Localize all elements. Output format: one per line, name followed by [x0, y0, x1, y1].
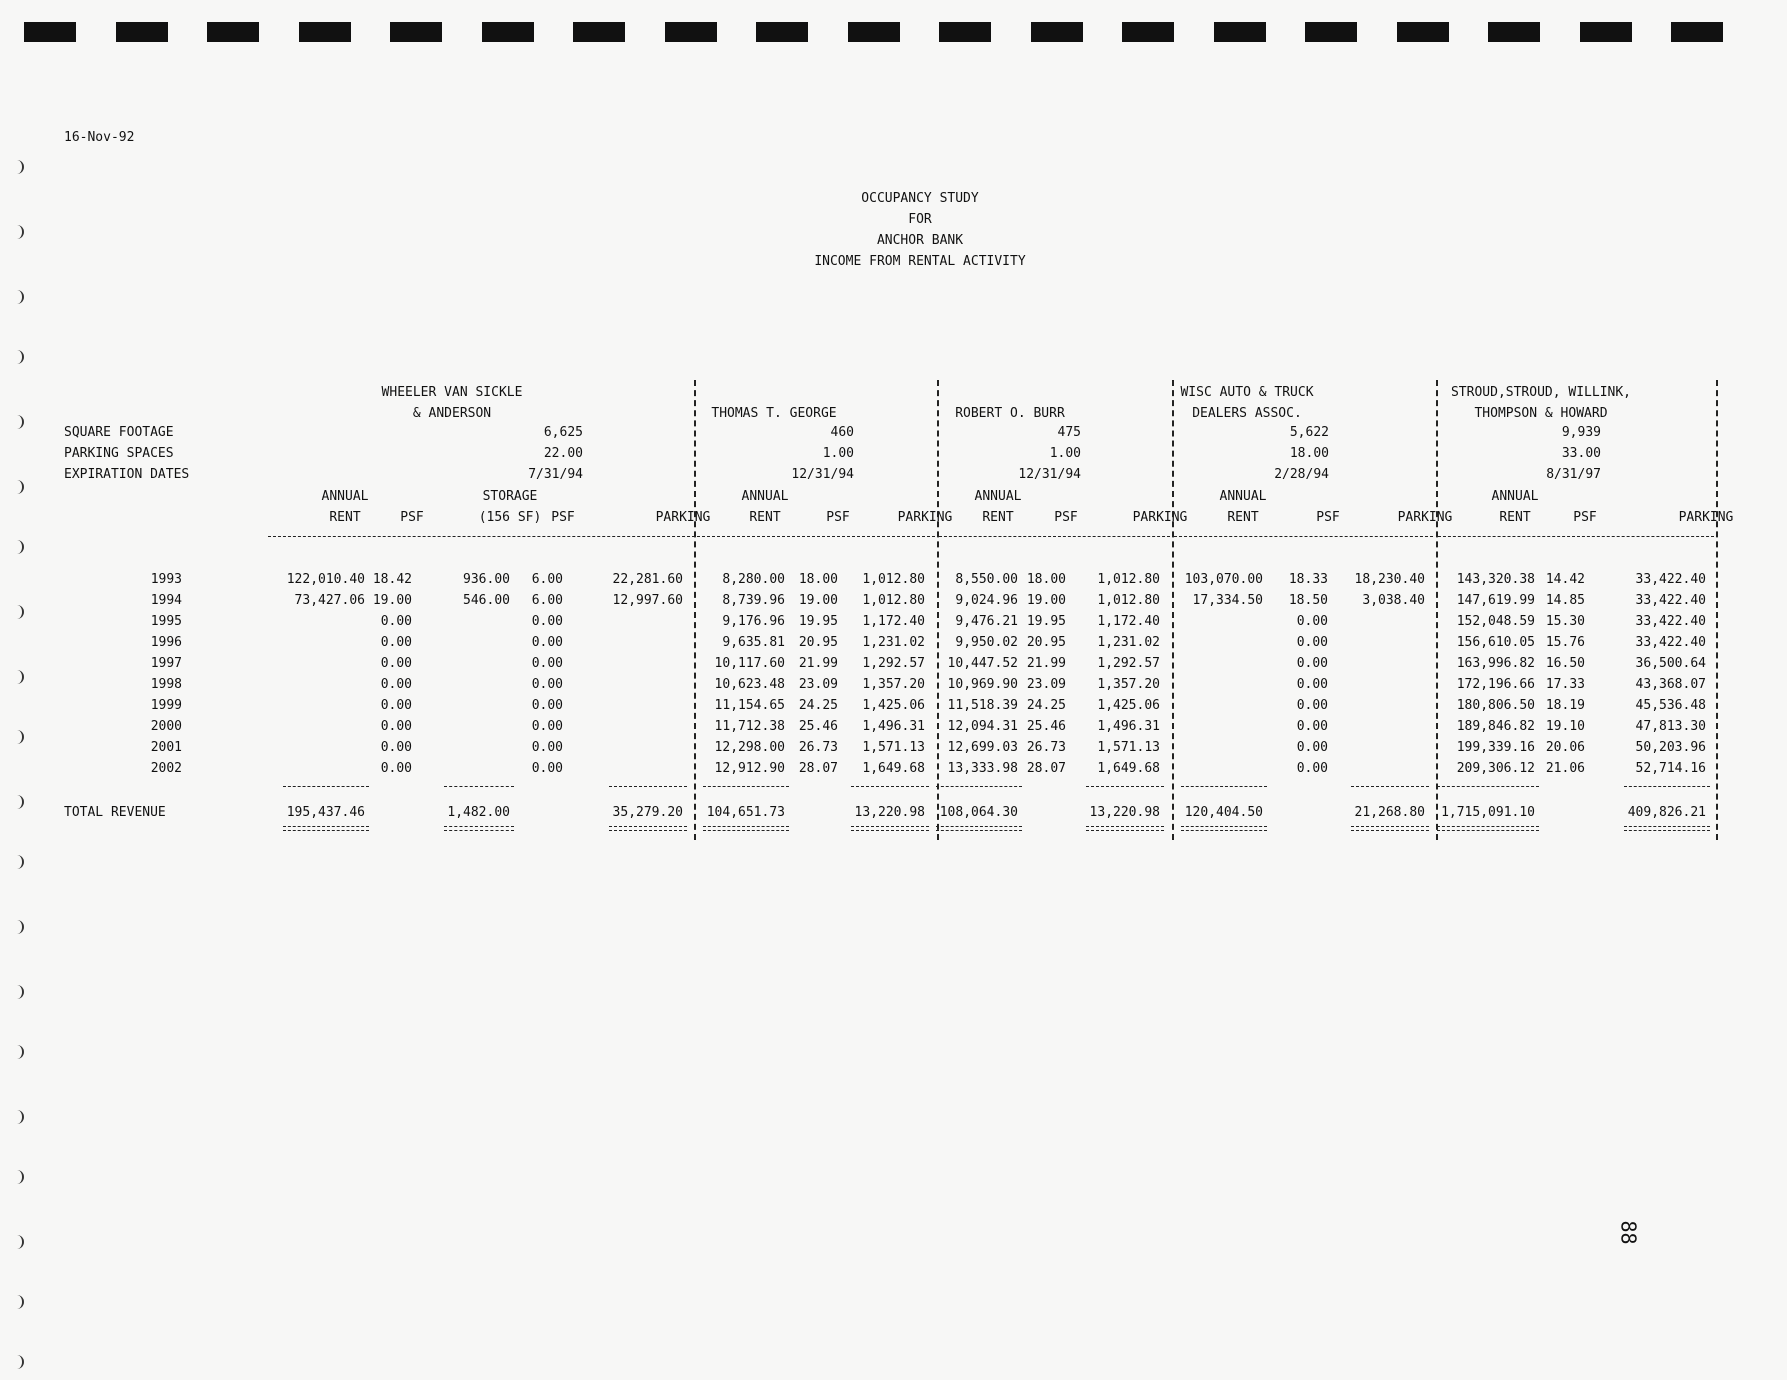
table-cell: 1,357.20 [862, 677, 925, 692]
table-cell: 18.33 [1288, 572, 1328, 587]
column-header: PARKING [897, 510, 953, 525]
year-label: 2001 [150, 740, 182, 755]
tenant-expiration-date: 12/31/94 [791, 467, 854, 482]
feed-hole [1305, 22, 1357, 42]
column-header: PSF [551, 510, 575, 525]
tenant-square-footage: 9,939 [1561, 425, 1601, 440]
table-cell: 8,739.96 [722, 593, 785, 608]
column-header: PSF [826, 510, 850, 525]
double-underline [1351, 826, 1429, 831]
binder-hole [14, 730, 24, 744]
table-cell: 1,357.20 [1097, 677, 1160, 692]
table-cell: 33,422.40 [1635, 635, 1706, 650]
binder-hole [14, 920, 24, 934]
total-cell: 120,404.50 [1184, 805, 1263, 820]
table-cell: 18.00 [798, 572, 838, 587]
double-underline [851, 826, 929, 831]
table-cell: 0.00 [531, 614, 563, 629]
table-cell: 16.50 [1545, 656, 1585, 671]
feed-hole [482, 22, 534, 42]
table-cell: 19.00 [372, 593, 412, 608]
title-line-4: INCOME FROM RENTAL ACTIVITY [814, 254, 1026, 269]
table-cell: 9,950.02 [955, 635, 1018, 650]
table-cell: 199,339.16 [1456, 740, 1535, 755]
table-cell: 8,550.00 [955, 572, 1018, 587]
table-cell: 12,912.90 [714, 761, 785, 776]
table-cell: 1,012.80 [862, 593, 925, 608]
table-cell: 33,422.40 [1635, 614, 1706, 629]
table-cell: 1,425.06 [1097, 698, 1160, 713]
title-line-3: ANCHOR BANK [876, 233, 964, 248]
title-line-2: FOR [908, 212, 932, 227]
tenant-name: STROUD,STROUD, WILLINK, [1450, 385, 1631, 400]
table-cell: 1,012.80 [862, 572, 925, 587]
tenant-name: WISC AUTO & TRUCK [1180, 385, 1314, 400]
binder-hole [14, 290, 24, 304]
table-cell: 0.00 [531, 677, 563, 692]
table-cell: 18.50 [1288, 593, 1328, 608]
table-cell: 45,536.48 [1635, 698, 1706, 713]
column-header: PSF [400, 510, 424, 525]
feed-hole [1122, 22, 1174, 42]
table-cell: 1,012.80 [1097, 593, 1160, 608]
double-underline [1437, 826, 1539, 831]
label-expiration-dates: EXPIRATION DATES [64, 467, 190, 482]
year-label: 1999 [150, 698, 182, 713]
column-divider [1172, 380, 1174, 840]
table-cell: 20.06 [1545, 740, 1585, 755]
header-separator [1438, 536, 1714, 537]
subtotal-rule [1624, 786, 1710, 787]
column-header-top: ANNUAL [1219, 489, 1267, 504]
table-cell: 14.42 [1545, 572, 1585, 587]
column-header-top: ANNUAL [974, 489, 1022, 504]
tenant-parking-spaces: 1.00 [1049, 446, 1081, 461]
tenant-name: THOMAS T. GEORGE [711, 406, 837, 421]
tenant-expiration-date: 8/31/97 [1546, 467, 1601, 482]
double-underline [1624, 826, 1710, 831]
column-header: RENT [749, 510, 781, 525]
table-cell: 209,306.12 [1456, 761, 1535, 776]
table-cell: 0.00 [380, 719, 412, 734]
table-cell: 10,969.90 [947, 677, 1018, 692]
feed-hole [848, 22, 900, 42]
table-cell: 156,610.05 [1456, 635, 1535, 650]
table-cell: 0.00 [1296, 677, 1328, 692]
table-cell: 1,172.40 [1097, 614, 1160, 629]
table-cell: 14.85 [1545, 593, 1585, 608]
table-cell: 1,496.31 [862, 719, 925, 734]
binder-hole [14, 480, 24, 494]
binder-hole [14, 1295, 24, 1309]
table-cell: 0.00 [531, 698, 563, 713]
total-cell: 409,826.21 [1627, 805, 1706, 820]
binder-hole [14, 225, 24, 239]
total-cell: 108,064.30 [939, 805, 1018, 820]
tenant-square-footage: 6,625 [543, 425, 583, 440]
binder-hole [14, 540, 24, 554]
table-cell: 36,500.64 [1635, 656, 1706, 671]
label-total-revenue: TOTAL REVENUE [64, 805, 166, 820]
tenant-name: DEALERS ASSOC. [1192, 406, 1302, 421]
table-cell: 6.00 [531, 572, 563, 587]
table-cell: 0.00 [1296, 698, 1328, 713]
binder-hole [14, 415, 24, 429]
feed-hole [24, 22, 76, 42]
binder-hole [14, 795, 24, 809]
table-cell: 1,425.06 [862, 698, 925, 713]
table-cell: 546.00 [463, 593, 510, 608]
table-cell: 25.46 [1026, 719, 1066, 734]
subtotal-rule [936, 786, 1022, 787]
table-cell: 1,231.02 [1097, 635, 1160, 650]
table-cell: 21.06 [1545, 761, 1585, 776]
feed-hole [573, 22, 625, 42]
subtotal-rule [444, 786, 514, 787]
feed-hole [207, 22, 259, 42]
column-header-top: ANNUAL [1491, 489, 1539, 504]
year-label: 1993 [150, 572, 182, 587]
table-cell: 9,176.96 [722, 614, 785, 629]
tenant-name: THOMPSON & HOWARD [1474, 406, 1608, 421]
table-cell: 936.00 [463, 572, 510, 587]
total-cell: 21,268.80 [1354, 805, 1425, 820]
table-cell: 43,368.07 [1635, 677, 1706, 692]
table-cell: 0.00 [1296, 614, 1328, 629]
table-cell: 1,292.57 [1097, 656, 1160, 671]
total-cell: 1,715,091.10 [1441, 805, 1535, 820]
subtotal-rule [283, 786, 369, 787]
table-cell: 0.00 [380, 614, 412, 629]
binder-hole [14, 670, 24, 684]
table-cell: 189,846.82 [1456, 719, 1535, 734]
binder-holes [14, 0, 15, 1380]
tenant-parking-spaces: 18.00 [1289, 446, 1329, 461]
table-cell: 9,024.96 [955, 593, 1018, 608]
table-cell: 50,203.96 [1635, 740, 1706, 755]
table-cell: 22,281.60 [612, 572, 683, 587]
column-header: RENT [982, 510, 1014, 525]
feed-hole [299, 22, 351, 42]
table-cell: 1,571.13 [1097, 740, 1160, 755]
column-header: PARKING [655, 510, 711, 525]
header-separator [1174, 536, 1433, 537]
label-parking-spaces: PARKING SPACES [64, 446, 174, 461]
double-underline [609, 826, 687, 831]
table-cell: 9,635.81 [722, 635, 785, 650]
table-cell: 19.95 [798, 614, 838, 629]
year-label: 1996 [150, 635, 182, 650]
table-cell: 18.00 [1026, 572, 1066, 587]
column-header: PSF [1054, 510, 1078, 525]
column-header: RENT [1227, 510, 1259, 525]
tenant-expiration-date: 2/28/94 [1274, 467, 1329, 482]
total-cell: 13,220.98 [1089, 805, 1160, 820]
year-label: 2002 [150, 761, 182, 776]
table-cell: 1,012.80 [1097, 572, 1160, 587]
column-header: PARKING [1132, 510, 1188, 525]
table-cell: 15.76 [1545, 635, 1585, 650]
table-cell: 1,571.13 [862, 740, 925, 755]
tenant-name: ROBERT O. BURR [955, 406, 1065, 421]
table-cell: 19.00 [1026, 593, 1066, 608]
table-cell: 24.25 [1026, 698, 1066, 713]
table-cell: 9,476.21 [955, 614, 1018, 629]
tenant-square-footage: 5,622 [1289, 425, 1329, 440]
binder-hole [14, 1170, 24, 1184]
report-date: 16-Nov-92 [64, 130, 135, 145]
tenant-expiration-date: 7/31/94 [528, 467, 583, 482]
table-cell: 147,619.99 [1456, 593, 1535, 608]
table-cell: 180,806.50 [1456, 698, 1535, 713]
table-cell: 21.99 [1026, 656, 1066, 671]
table-cell: 52,714.16 [1635, 761, 1706, 776]
table-cell: 19.10 [1545, 719, 1585, 734]
column-header: PARKING [1678, 510, 1734, 525]
subtotal-rule [1086, 786, 1164, 787]
table-cell: 13,333.98 [947, 761, 1018, 776]
table-cell: 0.00 [1296, 740, 1328, 755]
page-number: 88 [1616, 1220, 1641, 1245]
column-divider [1716, 380, 1718, 840]
table-cell: 47,813.30 [1635, 719, 1706, 734]
table-cell: 19.95 [1026, 614, 1066, 629]
table-cell: 18,230.40 [1354, 572, 1425, 587]
table-cell: 122,010.40 [286, 572, 365, 587]
tenant-expiration-date: 12/31/94 [1018, 467, 1081, 482]
binder-hole [14, 350, 24, 364]
feed-hole [1214, 22, 1266, 42]
table-cell: 0.00 [1296, 761, 1328, 776]
label-square-footage: SQUARE FOOTAGE [64, 425, 174, 440]
table-cell: 1,292.57 [862, 656, 925, 671]
feed-hole [390, 22, 442, 42]
table-cell: 19.00 [798, 593, 838, 608]
table-cell: 0.00 [531, 656, 563, 671]
column-header-top: ANNUAL [321, 489, 369, 504]
table-cell: 172,196.66 [1456, 677, 1535, 692]
table-cell: 26.73 [798, 740, 838, 755]
feed-hole [1397, 22, 1449, 42]
column-header: PARKING [1397, 510, 1453, 525]
table-cell: 0.00 [380, 656, 412, 671]
tenant-parking-spaces: 1.00 [822, 446, 854, 461]
subtotal-rule [1351, 786, 1429, 787]
table-cell: 18.42 [372, 572, 412, 587]
table-cell: 0.00 [1296, 656, 1328, 671]
table-cell: 33,422.40 [1635, 593, 1706, 608]
table-cell: 1,649.68 [862, 761, 925, 776]
total-cell: 195,437.46 [286, 805, 365, 820]
table-cell: 0.00 [531, 740, 563, 755]
double-underline [703, 826, 789, 831]
total-cell: 1,482.00 [447, 805, 510, 820]
table-cell: 10,623.48 [714, 677, 785, 692]
table-cell: 0.00 [380, 740, 412, 755]
table-cell: 33,422.40 [1635, 572, 1706, 587]
feed-hole [1580, 22, 1632, 42]
tenant-square-footage: 475 [1057, 425, 1081, 440]
table-cell: 0.00 [531, 719, 563, 734]
binder-hole [14, 1355, 24, 1369]
header-separator [939, 536, 1170, 537]
subtotal-rule [609, 786, 687, 787]
table-cell: 11,154.65 [714, 698, 785, 713]
tenant-name: WHEELER VAN SICKLE [381, 385, 523, 400]
year-label: 1997 [150, 656, 182, 671]
binder-hole [14, 985, 24, 999]
table-cell: 73,427.06 [294, 593, 365, 608]
table-cell: 20.95 [1026, 635, 1066, 650]
table-cell: 1,496.31 [1097, 719, 1160, 734]
table-cell: 26.73 [1026, 740, 1066, 755]
feed-hole [665, 22, 717, 42]
table-cell: 20.95 [798, 635, 838, 650]
table-cell: 0.00 [380, 698, 412, 713]
feed-hole [116, 22, 168, 42]
tenant-square-footage: 460 [830, 425, 854, 440]
table-cell: 21.99 [798, 656, 838, 671]
table-cell: 1,172.40 [862, 614, 925, 629]
subtotal-rule [1181, 786, 1267, 787]
feed-hole [1488, 22, 1540, 42]
table-cell: 24.25 [798, 698, 838, 713]
table-cell: 143,320.38 [1456, 572, 1535, 587]
feed-hole [939, 22, 991, 42]
subtotal-rule [703, 786, 789, 787]
year-label: 1998 [150, 677, 182, 692]
header-separator [697, 536, 935, 537]
tenant-parking-spaces: 22.00 [543, 446, 583, 461]
table-cell: 23.09 [798, 677, 838, 692]
double-underline [936, 826, 1022, 831]
binder-hole [14, 160, 24, 174]
table-cell: 12,298.00 [714, 740, 785, 755]
table-cell: 11,712.38 [714, 719, 785, 734]
table-cell: 10,117.60 [714, 656, 785, 671]
column-header-top: STORAGE [482, 489, 538, 504]
subtotal-rule [1437, 786, 1539, 787]
table-cell: 163,996.82 [1456, 656, 1535, 671]
double-underline [444, 826, 514, 831]
binder-hole [14, 855, 24, 869]
table-cell: 23.09 [1026, 677, 1066, 692]
total-cell: 35,279.20 [612, 805, 683, 820]
double-underline [1086, 826, 1164, 831]
table-cell: 3,038.40 [1362, 593, 1425, 608]
subtotal-rule [851, 786, 929, 787]
table-cell: 0.00 [531, 761, 563, 776]
table-cell: 8,280.00 [722, 572, 785, 587]
binder-hole [14, 1110, 24, 1124]
table-cell: 11,518.39 [947, 698, 1018, 713]
table-cell: 10,447.52 [947, 656, 1018, 671]
feed-hole [1671, 22, 1723, 42]
binder-hole [14, 1045, 24, 1059]
table-cell: 0.00 [531, 635, 563, 650]
year-label: 1994 [150, 593, 182, 608]
table-cell: 18.19 [1545, 698, 1585, 713]
column-header: PSF [1316, 510, 1340, 525]
table-cell: 17,334.50 [1192, 593, 1263, 608]
tenant-parking-spaces: 33.00 [1561, 446, 1601, 461]
column-header: PSF [1573, 510, 1597, 525]
column-header-top: ANNUAL [741, 489, 789, 504]
title-line-1: OCCUPANCY STUDY [861, 191, 979, 206]
table-cell: 12,699.03 [947, 740, 1018, 755]
table-cell: 152,048.59 [1456, 614, 1535, 629]
table-cell: 1,649.68 [1097, 761, 1160, 776]
double-underline [283, 826, 369, 831]
feed-hole [756, 22, 808, 42]
year-label: 1995 [150, 614, 182, 629]
table-cell: 12,997.60 [612, 593, 683, 608]
feed-hole [1031, 22, 1083, 42]
table-cell: 15.30 [1545, 614, 1585, 629]
total-cell: 13,220.98 [854, 805, 925, 820]
column-header: RENT [329, 510, 361, 525]
binder-hole [14, 1235, 24, 1249]
binder-hole [14, 605, 24, 619]
table-cell: 28.07 [1026, 761, 1066, 776]
table-cell: 25.46 [798, 719, 838, 734]
table-cell: 0.00 [380, 761, 412, 776]
double-underline [1181, 826, 1267, 831]
table-cell: 103,070.00 [1184, 572, 1263, 587]
table-cell: 0.00 [380, 677, 412, 692]
table-cell: 28.07 [798, 761, 838, 776]
header-separator [268, 536, 695, 537]
total-cell: 104,651.73 [706, 805, 785, 820]
table-cell: 17.33 [1545, 677, 1585, 692]
table-cell: 0.00 [1296, 719, 1328, 734]
year-label: 2000 [150, 719, 182, 734]
column-header: (156 SF) [478, 510, 542, 525]
table-cell: 0.00 [380, 635, 412, 650]
column-header: RENT [1499, 510, 1531, 525]
table-cell: 0.00 [1296, 635, 1328, 650]
table-cell: 1,231.02 [862, 635, 925, 650]
table-cell: 6.00 [531, 593, 563, 608]
table-cell: 12,094.31 [947, 719, 1018, 734]
tenant-name: & ANDERSON [412, 406, 492, 421]
